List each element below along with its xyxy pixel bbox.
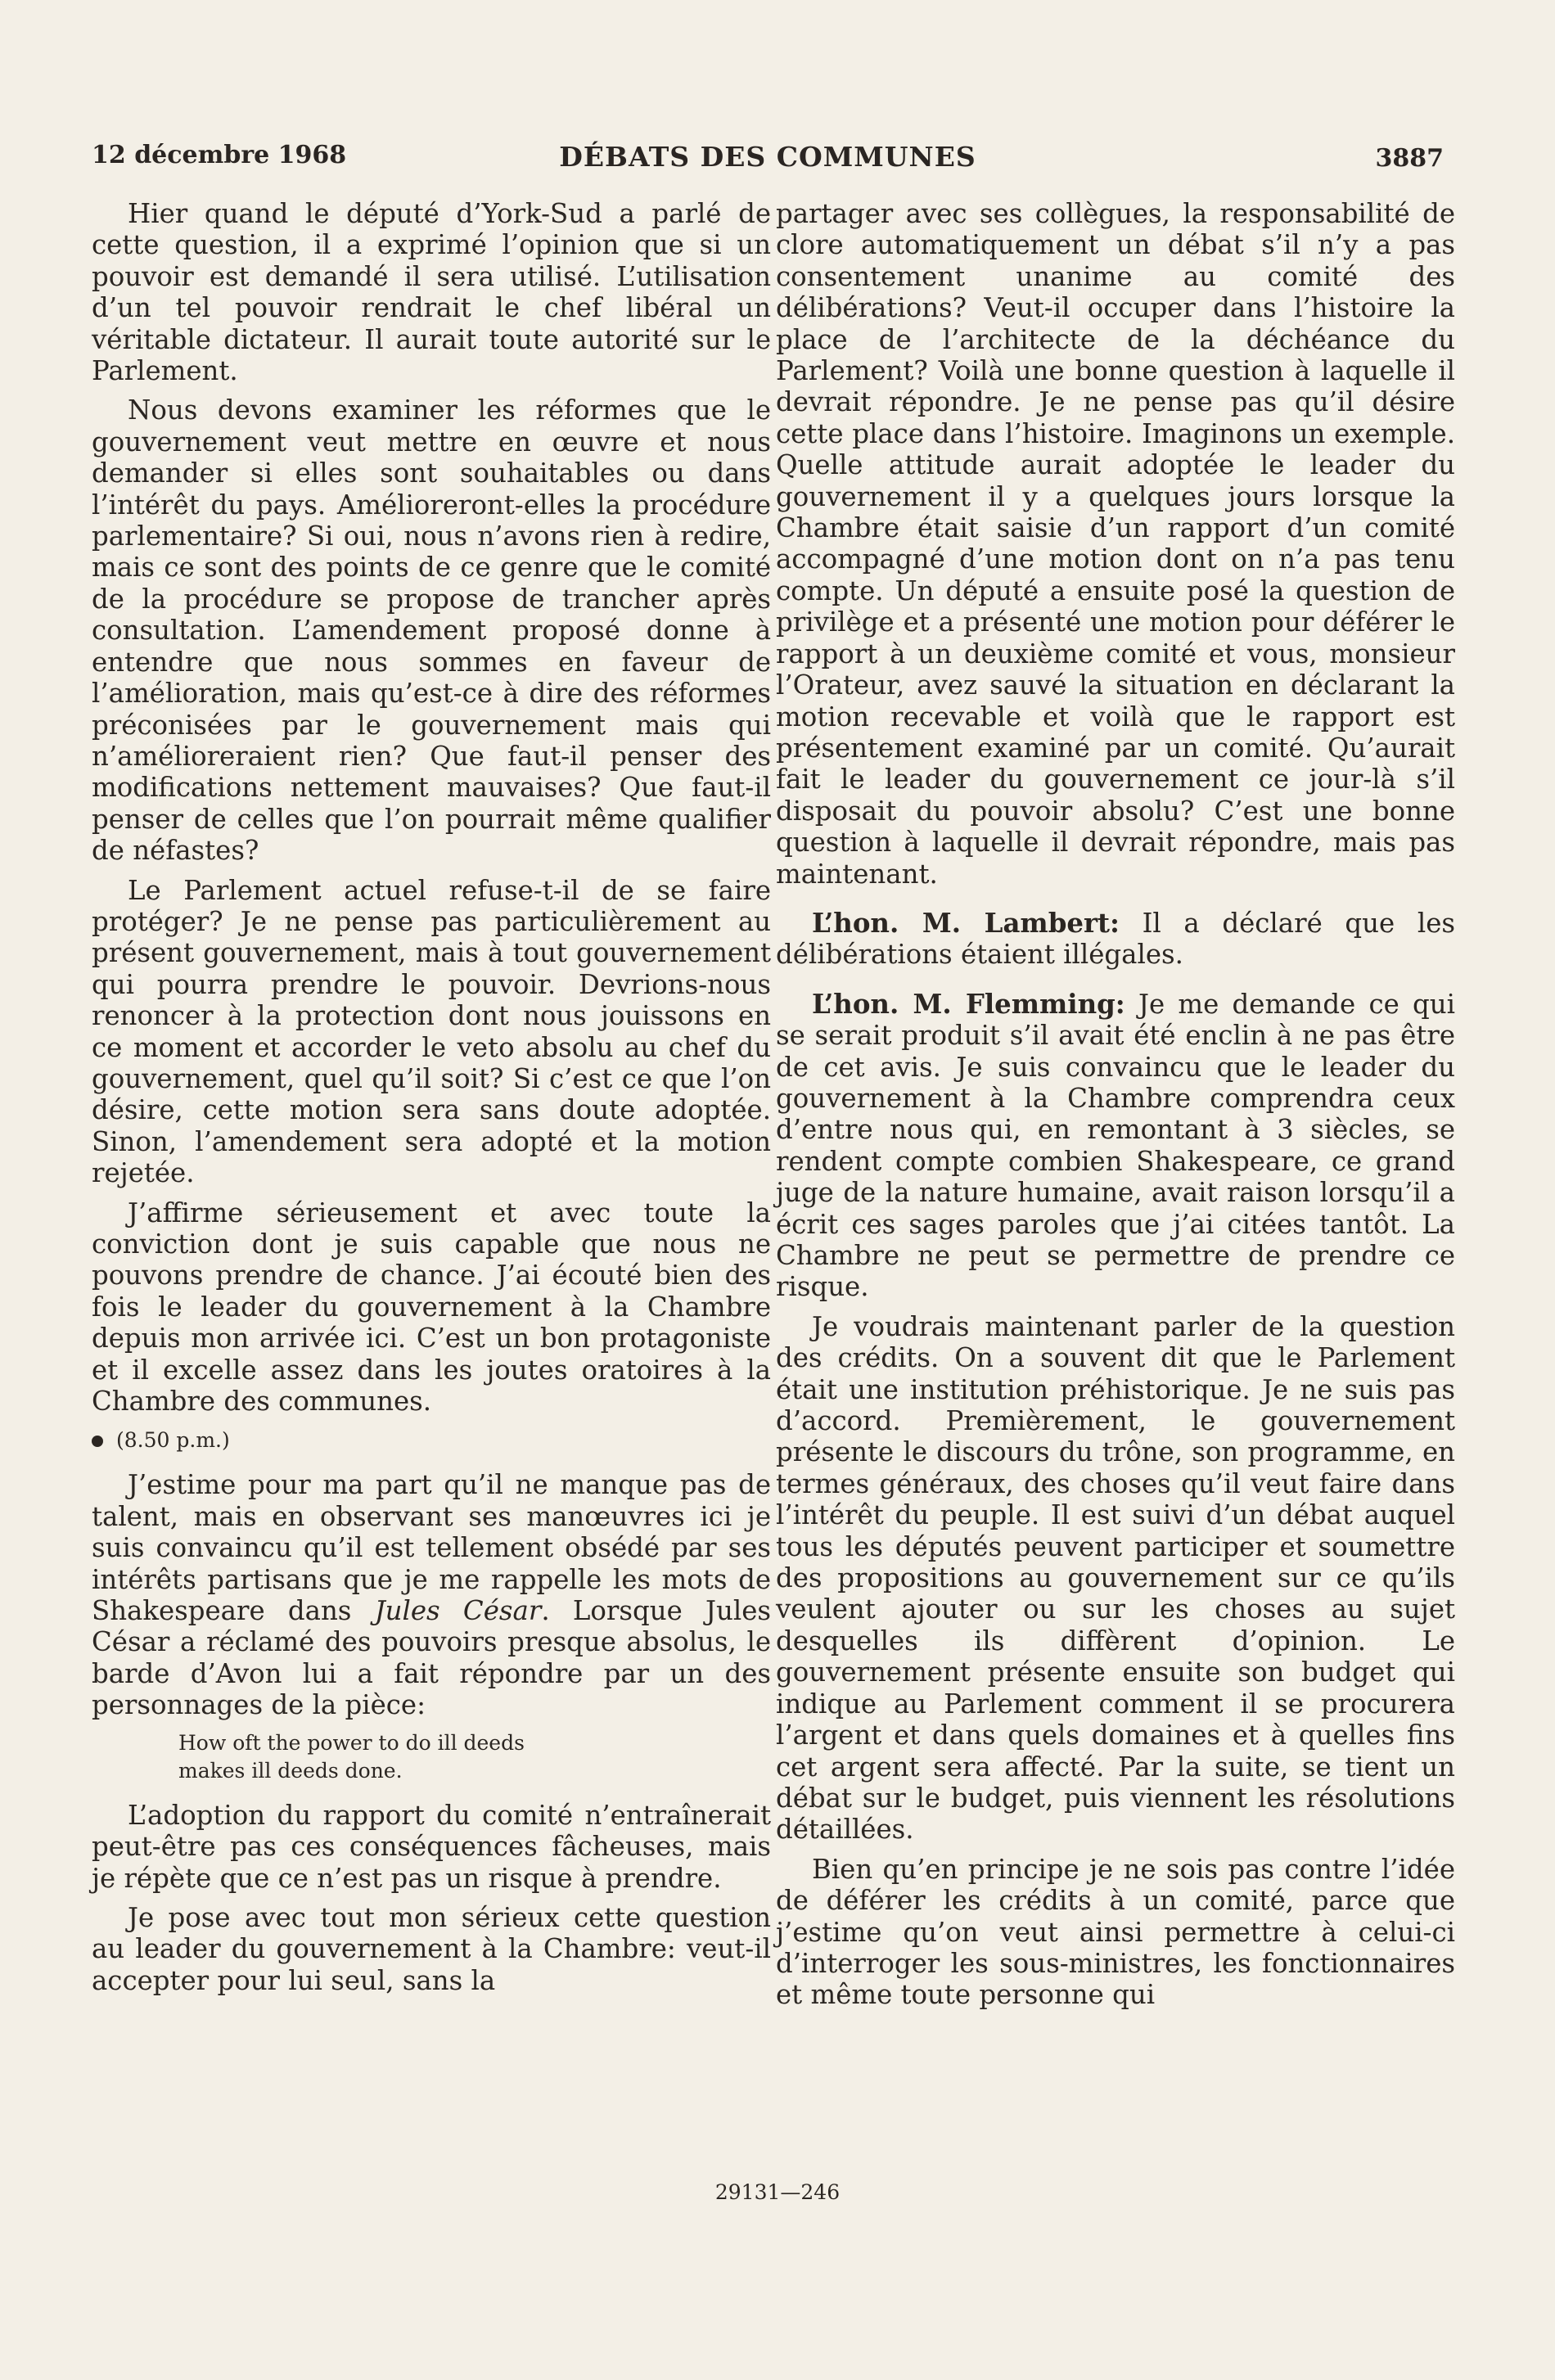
paragraph: Nous devons examiner les réformes que le gouvernement veut mettre en œuvre et nous demander si elles sont souhaitables ou dans l’intérêt du pays. Amélioreront-elles la procédure parlementaire? Si oui, nous n’avons rien à redire, mais ce sont des points de ce genre que le comité de la procédure se propose de trancher après consultation. L’amendement proposé donne à entendre que nous sommes en faveur de l’amélioration, mais qu’est-ce à dire des réformes préconisées par le gouvernement mais qui n’amélioreraient rien? Que faut-il penser des modifications nettement mauvaises? Que faut-il penser de celles que l’on pourrait même qualifier de néfastes? bbox=[92, 394, 771, 867]
quote-line: makes ill deeds done. bbox=[178, 1758, 403, 1783]
time-stamp: (8.50 p.m.) bbox=[116, 1428, 230, 1453]
speaker-name: L’hon. M. Flemming: bbox=[812, 988, 1125, 1020]
paragraph-text: . Lorsque Jules César a réclamé des pouvoirs presque absolus, le barde d’Avon lui a fait répondre par un des personnages de la pièce: bbox=[92, 1595, 771, 1721]
page-footer bbox=[0, 2180, 1555, 2204]
speaker-name: L’hon. M. Lambert: bbox=[812, 907, 1120, 939]
left-column bbox=[92, 198, 771, 2004]
paragraph: Je voudrais maintenant parler de la question des crédits. On a souvent dit que le Parlement était une institution préhistorique. Je ne suis pas d’accord. Premièrement, le gouvernement présente le discours du trône, son programme, en termes généraux, des choses qu’il veut faire dans l’intérêt du peuple. Il est suivi d’un débat auquel tous les députés peuvent participer et soumettre des propositions au gouvernement sur ce qu’ils veulent ajouter ou sur les choses au sujet desquelles ils diffèrent d’opinion. Le gouvernement présente ensuite son budget qui indique au Parlement comment il se procurera l’argent et dans quels domaines et à quelles fins cet argent sera affecté. Par la suite, se tient un débat sur le budget, puis viennent les résolutions détaillées. bbox=[776, 1310, 1455, 1846]
paragraph bbox=[92, 1469, 771, 1720]
speech-text: Il a déclaré que les délibérations étaient illégales. bbox=[776, 907, 1455, 971]
paragraph: L’adoption du rapport du comité n’entraînerait peut-être pas ces conséquences fâcheuses, mais je répète que ce n’est pas un risque à prendre. bbox=[92, 1799, 771, 1894]
paragraph: Le Parlement actuel refuse-t-il de se faire protéger? Je ne pense pas particulièrement au présent gouvernement, mais à tout gouvernement qui pourra prendre le pouvoir. Devrions-nous renoncer à la protection dont nous jouissons en ce moment et accorder le veto absolu au chef du gouvernement, quel qu’il soit? Si c’est ce que l’on désire, cette motion sera sans doute adoptée. Sinon, l’amendement sera adopté et la motion rejetée. bbox=[92, 874, 771, 1189]
play-title: Jules César bbox=[374, 1595, 542, 1627]
paragraph: Je pose avec tout mon sérieux cette question au leader du gouvernement à la Chambre: veut-il accepter pour lui seul, sans la bbox=[92, 1901, 771, 1996]
right-column bbox=[776, 198, 1455, 2019]
speech-text: Je me demande ce qui se serait produit s’il avait été enclin à ne pas être de cet avis. Je suis convaincu que le leader du gouvernement à la Chambre comprendra ceux d’entre nous qui, en remontant à 3 siècles, se rendent compte combien Shakespeare, ce grand juge de la nature humaine, avait raison lorsqu’il a écrit ces sages paroles que j’ai citées tantôt. La Chambre ne peut se permettre de prendre ce risque. bbox=[776, 988, 1455, 1303]
quote-line: How oft the power to do ill deeds bbox=[178, 1730, 525, 1755]
page-number: 3887 bbox=[1375, 144, 1444, 173]
bullet-icon bbox=[92, 1436, 103, 1447]
printer-signature: 29131—246 bbox=[714, 2180, 841, 2204]
paragraph: Bien qu’en principe je ne sois pas contre l’idée de déférer les crédits à un comité, parce que j’estime qu’on veut ainsi permettre à celui-ci d’interroger les sous-ministres, les fonctionnaires et même toute personne qui bbox=[776, 1853, 1455, 2011]
paragraph-text: J’estime pour ma part qu’il ne manque pas de talent, mais en observant ses manœuvres ici je suis convaincu qu’il est tellement obsédé par ses intérêts partisans que je me rappelle les mots de Shakespeare dans bbox=[92, 1469, 771, 1627]
paragraph: partager avec ses collègues, la responsabilité de clore automatiquement un débat s’il n’y a pas consentement unanime au comité des délibérations? Veut-il occuper dans l’histoire la place de l’architecte de la déchéance du Parlement? Voilà une bonne question à laquelle il devrait répondre. Je ne pense pas qu’il désire cette place dans l’histoire. Imaginons un exemple. Quelle attitude aurait adoptée le leader du gouvernement il y a quelques jours lorsque la Chambre était saisie d’un rapport d’un comité accompagné d’une motion dont on n’a pas tenu compte. Un député a ensuite posé la question de privilège et a présenté une motion pour déférer le rapport à un deuxième comité et vous, monsieur l’Orateur, avez sauvé la situation en déclarant la motion recevable et voilà que le rapport est présentement examiné par un comité. Qu’aurait fait le leader du gouvernement ce jour-là s’il disposait du pouvoir absolu? C’est une bonne question à laquelle il devrait répondre, mais pas maintenant. bbox=[776, 198, 1455, 890]
shakespeare-quote bbox=[178, 1729, 771, 1785]
paragraph: J’affirme sérieusement et avec toute la conviction dont je suis capable que nous ne pouvons prendre de chance. J’ai écouté bien des fois le leader du gouvernement à la Chambre depuis mon arrivée ici. C’est un bon protagoniste et il excelle assez dans les joutes oratoires à la Chambre des communes. bbox=[92, 1197, 771, 1418]
time-marker bbox=[92, 1428, 771, 1453]
header-title: DÉBATS DES COMMUNES bbox=[559, 141, 976, 173]
paragraph: Hier quand le député d’York-Sud a parlé de cette question, il a exprimé l’opinion que si un pouvoir est demandé il sera utilisé. L’utilisation d’un tel pouvoir rendrait le chef libéral un véritable dictateur. Il aurait toute autorité sur le Parlement. bbox=[92, 198, 771, 387]
header-date: 12 décembre 1968 bbox=[92, 141, 347, 169]
speech bbox=[776, 989, 1455, 1303]
page-header bbox=[92, 141, 1444, 182]
speech bbox=[776, 908, 1455, 971]
